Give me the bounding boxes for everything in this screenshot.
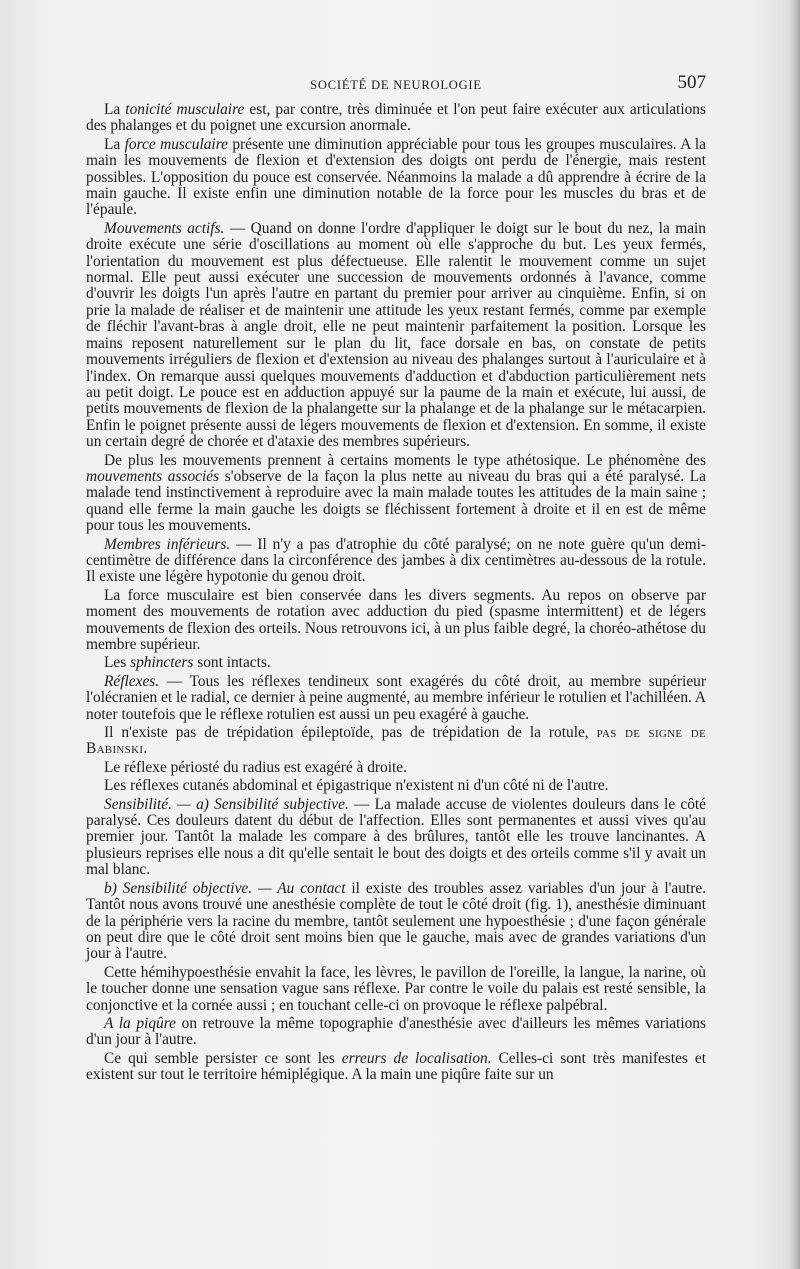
- paragraph: [86, 655, 706, 671]
- paragraph: [86, 221, 706, 451]
- paragraph: [86, 881, 706, 963]
- italic-text: Réflexes.: [104, 672, 160, 690]
- paragraph: [86, 1051, 706, 1084]
- page-edge-shadow: [788, 0, 800, 1269]
- paragraph: [86, 102, 706, 135]
- text-run: il existe des troubles assez variables d'un jour à l'autre. Tantôt nous avons trouvé une anesthésie complète de tout le côté droit (fig. 1), anesthésie diminuant de la périphérie vers la racine du membre, tantôt seulement une hypoesthésie ; d'une façon générale on peut dire que le côté droit sent moins bien que le gauche, mais avec de grandes variations d'un jour à l'autre.: [86, 879, 707, 963]
- paragraph: [86, 725, 706, 758]
- text-run: Le réflexe périosté du radius est exagéré à droite.: [104, 758, 407, 776]
- text-run: — La malade accuse de violentes douleurs dans le côté paralysé. Ces douleurs datent du début de l'affection. Elles sont permanentes et aussi vives qu'au premier jour. Tantôt la malade les compare à des brûlures, tantôt elle les trouve lancinantes. A plusieurs reprises elle nous a dit qu'elle sentait le bout des doigts et des orteils comme s'il y avait un mal blanc.: [86, 795, 707, 879]
- paragraph: [86, 760, 706, 776]
- paragraph: [86, 588, 706, 654]
- italic-text: b) Sensibilité objective. — Au contact: [104, 879, 346, 897]
- text-run: La: [104, 101, 126, 118]
- page-header: [86, 72, 706, 100]
- text-run: — Il n'y a pas d'atrophie du côté paralysé; on ne note guère qu'un demi-centimètre de différence dans la circonférence des jambes à dix centimètres au-dessous de la rotule. Il existe une légère hypotonie du genou droit.: [86, 535, 706, 586]
- text-run: La force musculaire est bien conservée dans les divers segments. Au repos on observe par moment des mouvements de rotation avec adduction du pied (spasme intermittent) et de légers mouvements de flexion des orteils. Nous retrouvons ici, à un plus faible degré, la choréo-athétose du membre supérieur.: [86, 586, 706, 653]
- italic-text: Mouvements actifs.: [104, 219, 225, 237]
- text-run: Ce qui semble persister ce sont les: [104, 1049, 342, 1067]
- text-run: La: [104, 135, 125, 153]
- text-run: De plus les mouvements prennent à certains moments le type athétosique. Le phénomène des: [104, 451, 706, 469]
- paragraph: [86, 453, 706, 535]
- text-run: on retrouve la même topographie d'anesthésie avec d'ailleurs les mêmes variations d'un jour à l'autre.: [86, 1014, 706, 1049]
- italic-text: A la piqûre: [104, 1014, 176, 1032]
- text-run: Celles-ci sont très manifestes et existent sur tout le territoire hémiplégique. A la main une piqûre faite sur un: [86, 1049, 706, 1084]
- paragraph: [86, 778, 706, 794]
- italic-text: force musculaire: [124, 135, 228, 153]
- paragraph: [86, 797, 706, 879]
- running-title: SOCIÉTÉ DE NEUROLOGIE: [310, 78, 482, 92]
- small-caps-text: pas de signe de Babinski.: [86, 724, 706, 758]
- text-run: Les: [104, 654, 131, 672]
- page-number: 507: [677, 72, 706, 93]
- paragraph: [86, 1016, 706, 1049]
- paragraph: [86, 537, 706, 586]
- paragraph: [86, 137, 706, 219]
- text-run: — Tous les réflexes tendineux sont exagérés du côté droit, au membre supérieur l'olécranien et le radial, ce dernier à peine augmenté, au membre inférieur le rotulien et l'achilléen. A noter toutefois que le réflexe rotulien est aussi un peu exagéré à gauche.: [86, 672, 706, 723]
- paragraph: [86, 674, 706, 723]
- italic-text: sphincters: [130, 654, 194, 672]
- text-run: est, par contre, très diminuée et l'on peut faire exécuter aux articulations des phalanges et du poignet une excursion anormale.: [86, 101, 706, 135]
- text-run: s'observe de la façon la plus nette au niveau du bras qui a été paralysé. La malade tend instinctivement à reproduire avec la main malade toutes les attitudes de la main saine ; quand elle ferme la main gauche les doigts se fléchissent fortement à droite et il en est de même pour tous les mouvements.: [86, 467, 707, 535]
- italic-text: erreurs de localisation.: [341, 1049, 492, 1067]
- text-run: Cette hémihypoesthésie envahit la face, les lèvres, le pavillon de l'oreille, la langue, la narine, où le toucher donne une sensation vague sans réflexe. Par contre le voile du palais est resté sensible, la conjonctive et la cornée aussi ; en touchant celle-ci on provoque le réflexe palpébral.: [86, 963, 706, 1014]
- italic-text: Membres inférieurs.: [104, 535, 231, 553]
- text-run: — Quand on donne l'ordre d'appliquer le doigt sur le bout du nez, la main droite exécute une série d'oscillations au moment où elle s'approche du but. Les yeux fermés, l'orientation du mouvement est plus défectueuse. Elle ralentit le mouvement comme un sujet normal. Elle peut aussi exécuter une succession de mouvements ordonnés à l'avance, comme d'ouvrir les doigts l'un après l'autre en partant du premier pour arriver au cinquième. Enfin, si on prie la malade de réaliser et de maintenir une attitude les yeux restant fermés, comme par exemple de fléchir l'avant-bras à angle droit, elle ne peut maintenir parfaitement la position. Lorsque les mains reposent naturellement sur le plan du lit, face dorsale en bas, on constate de petits mouvements irréguliers de flexion et d'extension au niveau des phalanges surtout à l'auriculaire et à l'index. On remarque aussi quelques mouvements d'adduction et d'abduction particulièrement nets au petit doigt. Le pouce est en adduction appuyé sur la paume de la main et exécute, lui aussi, de petits mouvements de flexion de la phalangette sur la phalange et de la phalange sur le métacarpien. Enfin le poignet présente aussi de légers mouvements de flexion et d'extension. En somme, il existe un certain degré de chorée et d'ataxie des membres supérieurs.: [86, 219, 706, 451]
- italic-text: tonicité musculaire: [125, 101, 245, 118]
- italic-text: Sensibilité. — a) Sensibilité subjective.: [104, 795, 349, 813]
- text-run: présente une diminution appréciable pour tous les groupes musculaires. A la main les mouvements de flexion et d'extension des doigts ont perdu de l'énergie, mais restent possibles. L'opposition du pouce est conservée. Néanmoins la malade a dû apprendre à écrire de la main gauche. Il existe enfin une diminution notable de la force pour les muscles du bras et de l'épaule.: [86, 135, 706, 219]
- text-run: Il n'existe pas de trépidation épileptoïde, pas de trépidation de la rotule,: [104, 724, 597, 742]
- paragraph: [86, 965, 706, 1014]
- text-run: Les réflexes cutanés abdominal et épigastrique n'existent ni d'un côté ni de l'autre.: [104, 777, 609, 795]
- body-text: [86, 102, 706, 1086]
- italic-text: mouvements associés: [86, 467, 220, 485]
- text-run: sont intacts.: [193, 654, 271, 672]
